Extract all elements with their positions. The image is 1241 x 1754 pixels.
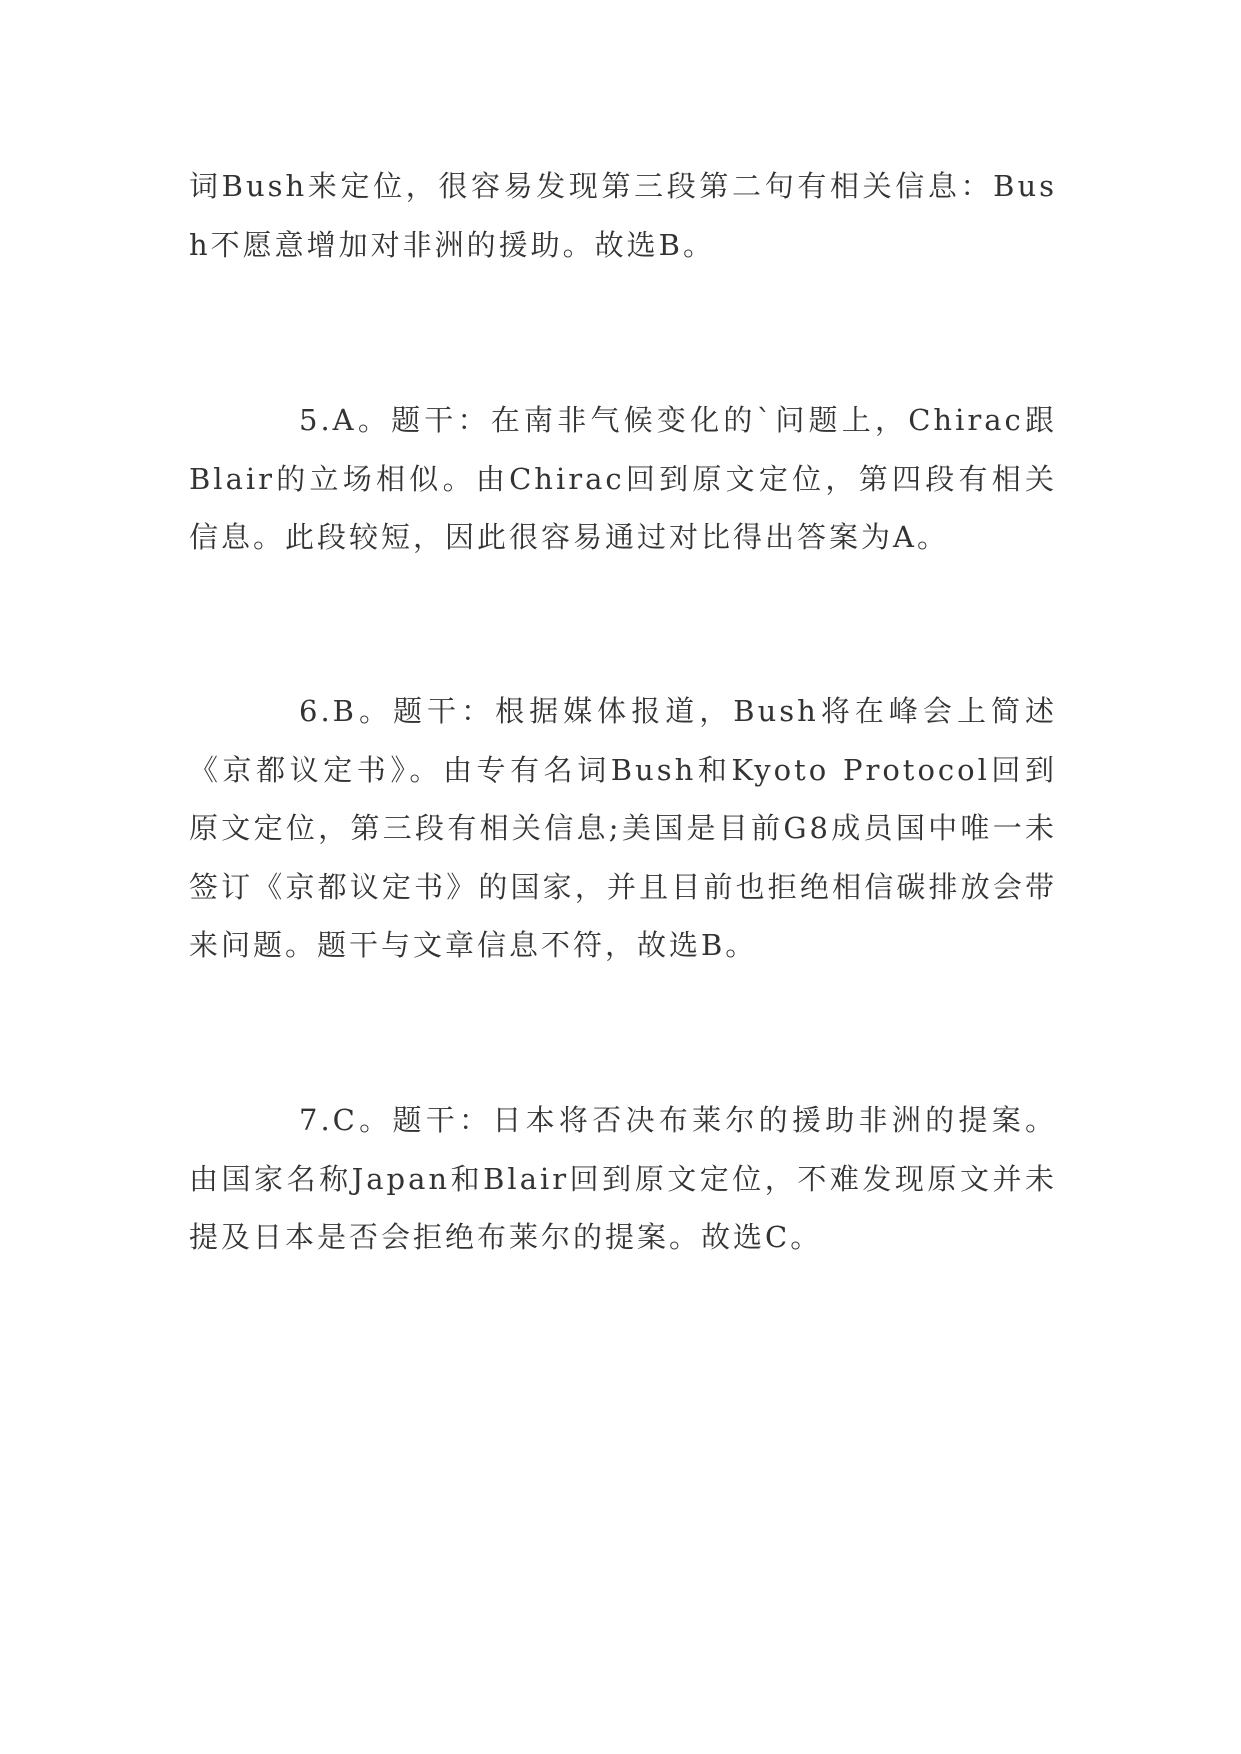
answer-explanation-5: 5.A。题干：在南非气候变化的`问题上，Chirac跟Blair的立场相似。由Chirac回到原文定位，第四段有相关信息。此段较短，因此很容易通过对比得出答案为A。: [189, 403, 1057, 554]
answer-explanation-4-continued: 词Bush来定位，很容易发现第三段第二句有相关信息：Bush不愿意增加对非洲的援助。故选B。: [189, 169, 1057, 262]
answer-explanation-6: 6.B。题干：根据媒体报道，Bush将在峰会上简述《京都议定书》。由专有名词Bush和Kyoto Protocol回到原文定位，第三段有相关信息;美国是目前G8成员国中唯一未签订《京都议定书》的国家，并且目前也拒绝相信碳排放会带来问题。题干与文章信息不符，故选B。: [189, 694, 1057, 962]
answer-explanation-7: 7.C。题干：日本将否决布莱尔的援助非洲的提案。由国家名称Japan和Blair回到原文定位，不难发现原文并未提及日本是否会拒绝布莱尔的提案。故选C。: [189, 1103, 1057, 1254]
